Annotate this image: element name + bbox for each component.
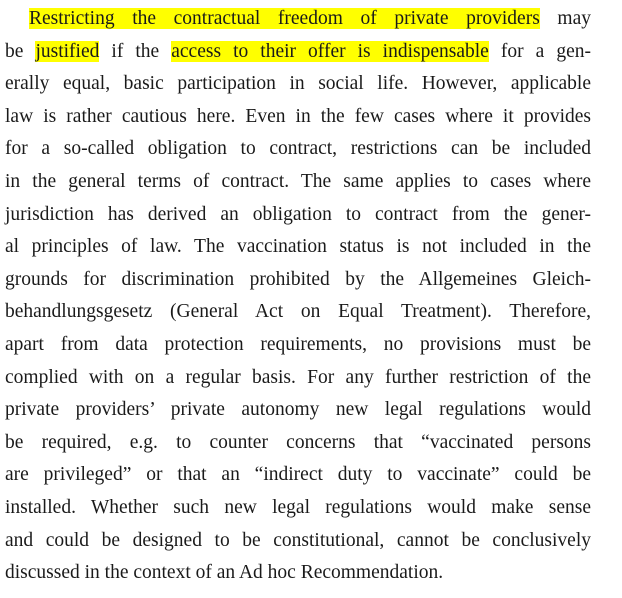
paragraph-line [5,427,591,459]
paragraph-line [5,492,591,524]
line-text: behandlungsgesetz (General Act on Equal Treatment). Therefore, [5,301,591,323]
paragraph-line [5,459,591,491]
line-text: for a so-called obligation to contract, restrictions can be included [5,138,591,160]
line-text: erally equal, basic participation in social life. However, applicable [5,73,591,95]
line-text: and could be designed to be constitutional, cannot be conclusively [5,529,591,551]
paragraph-line [5,199,591,231]
paragraph-line [5,166,591,198]
paragraph-line [5,231,591,263]
paragraph-line [5,296,591,328]
paragraph-line [5,394,591,426]
paragraph-line [29,3,591,35]
paragraph-line [5,101,591,133]
highlighted-text: Restricting the contractual freedom of private providers [29,8,540,29]
line-text: jurisdiction has derived an obligation to contract from the gener- [5,203,591,225]
paragraph-line [5,525,591,557]
line-text: private providers’ private autonomy new legal regulations would [5,399,591,421]
line-text: grounds for discrimination prohibited by the Allgemeines Gleich- [5,268,591,290]
line-text: in the general terms of contract. The same applies to cases where [5,171,591,192]
paragraph-line [5,329,591,361]
line-text: al principles of law. The vaccination status is not included in the [5,236,591,258]
line-text: installed. Whether such new legal regulations would make sense [5,497,591,518]
paragraph-line [5,264,591,296]
line-text: are privileged” or that an “indirect duty to vaccinate” could be [5,464,591,486]
line-text: if the [99,40,172,62]
highlighted-text: access to their offer is indispensable [171,40,489,62]
paragraph-line [5,557,591,589]
line-text: discussed in the context of an Ad hoc Recommendation. [5,562,444,584]
line-text: law is rather cautious here. Even in the few cases where it provides [5,105,591,127]
paragraph-line [5,362,591,394]
line-text: be required, e.g. to counter concerns that “vaccinated persons [5,431,591,453]
paragraph-line [5,133,591,165]
line-text: for a gen- [488,40,591,62]
line-text: be [5,40,36,62]
line-text: may [539,8,591,29]
line-text: complied with on a regular basis. For any further restriction of the [5,366,591,388]
paragraph-line [5,68,591,100]
paragraph-line [5,36,591,68]
line-text: apart from data protection requirements, no provisions must be [5,334,591,355]
highlighted-text: justified [35,40,100,62]
